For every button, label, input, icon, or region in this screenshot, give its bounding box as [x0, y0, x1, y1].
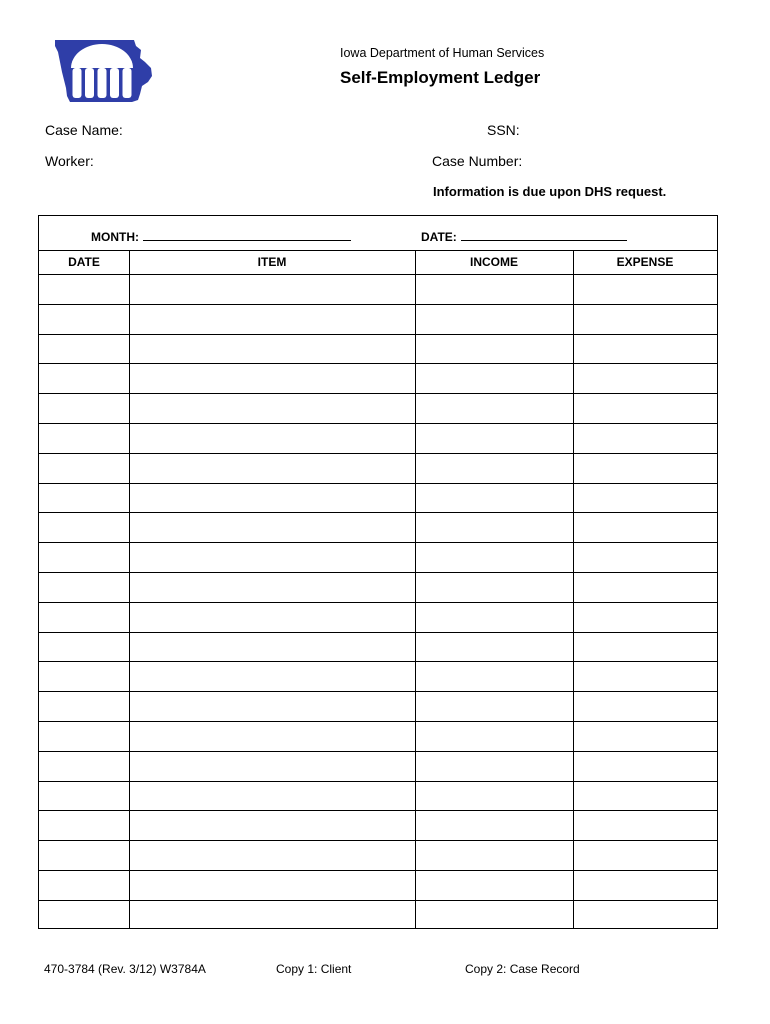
- date-blank[interactable]: [461, 229, 627, 241]
- month-label: MONTH:: [91, 230, 139, 244]
- row-divider: [39, 840, 717, 841]
- row-divider: [39, 423, 717, 424]
- ledger-table: [38, 215, 718, 929]
- row-divider: [39, 363, 717, 364]
- date-field: [421, 229, 627, 244]
- row-divider: [39, 304, 717, 305]
- row-divider: [39, 512, 717, 513]
- column-header-item: ITEM: [257, 255, 287, 269]
- column-divider: [129, 250, 130, 928]
- row-divider: [39, 632, 717, 633]
- agency-name: Iowa Department of Human Services: [340, 46, 545, 60]
- worker-label: Worker:: [45, 153, 94, 169]
- copy-case-record: Copy 2: Case Record: [465, 962, 580, 976]
- copy-client: Copy 1: Client: [276, 962, 352, 976]
- form-number: 470-3784 (Rev. 3/12) W3784A: [44, 962, 206, 976]
- column-header-expense: EXPENSE: [616, 255, 674, 269]
- column-header-divider: [39, 274, 717, 275]
- due-notice: Information is due upon DHS request.: [433, 184, 667, 199]
- month-row-divider: [39, 250, 717, 251]
- month-field: [91, 229, 351, 244]
- row-divider: [39, 900, 717, 901]
- case-number-label: Case Number:: [432, 153, 523, 169]
- month-blank[interactable]: [143, 229, 351, 241]
- column-header-date: DATE: [68, 255, 100, 269]
- row-divider: [39, 691, 717, 692]
- row-divider: [39, 721, 717, 722]
- column-divider: [415, 250, 416, 928]
- column-divider: [573, 250, 574, 928]
- row-divider: [39, 572, 717, 573]
- case-name-label: Case Name:: [45, 122, 123, 138]
- row-divider: [39, 810, 717, 811]
- row-divider: [39, 602, 717, 603]
- ssn-label: SSN:: [487, 122, 520, 138]
- row-divider: [39, 870, 717, 871]
- row-divider: [39, 661, 717, 662]
- date-label: DATE:: [421, 230, 457, 244]
- row-divider: [39, 334, 717, 335]
- row-divider: [39, 453, 717, 454]
- row-divider: [39, 542, 717, 543]
- dhs-logo-icon: [52, 38, 156, 104]
- row-divider: [39, 483, 717, 484]
- page-title: Self-Employment Ledger: [340, 68, 541, 87]
- row-divider: [39, 751, 717, 752]
- row-divider: [39, 781, 717, 782]
- column-header-income: INCOME: [470, 255, 518, 269]
- row-divider: [39, 393, 717, 394]
